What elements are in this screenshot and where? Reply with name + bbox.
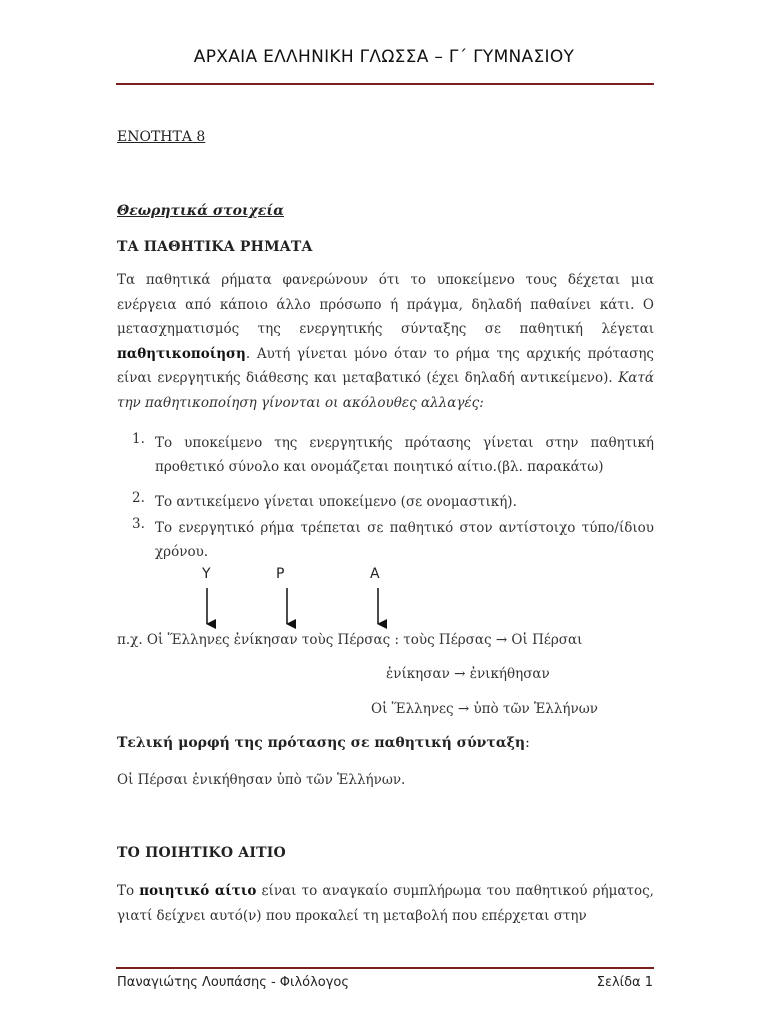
list-item-text: Το ενεργητικό ρήμα τρέπεται σε παθητικό στον αντίστοιχο τύπο/ίδιου χρόνου. — [155, 520, 654, 560]
list-item-text: Το υποκείμενο της ενεργητικής πρότασης γίνεται στην παθητική προθετικό σύνολο και ονομάζεται ποιητικό αίτιο.(βλ. παρακάτω) — [155, 435, 654, 475]
verb-label: Ρ — [276, 566, 285, 582]
list-item-number: 1. — [132, 431, 145, 447]
paragraph-text: . Αυτή γίνεται μόνο όταν το ρήμα της αρχικής πρότασης είναι ενεργητικής διάθεσης και μεταβατικό (έχει δηλαδή αντικείμενο). — [117, 345, 654, 386]
document-header-title: ΑΡΧΑΙΑ ΕΛΛΗΝΙΚΗ ΓΛΩΣΣΑ – Γ΄ ΓΥΜΝΑΣΙΟΥ — [193, 47, 575, 67]
term-passivization: παθητικοποίηση — [117, 345, 246, 362]
example-line-2: ἐνίκησαν → ἐνικήθησαν — [386, 666, 550, 682]
section-heading-passive-verbs: ΤΑ ΠΑΘΗΤΙΚΑ ΡΗΜΑΤΑ — [117, 239, 313, 255]
theory-label: Θεωρητικά στοιχεία — [117, 203, 284, 219]
footer-page-number: Σελίδα 1 — [596, 975, 653, 990]
example-line-3: Οἱ Ἕλληνες → ὑπὸ τῶν Ἑλλήνων — [371, 701, 598, 717]
footer-divider — [116, 967, 654, 969]
list-item-number: 3. — [132, 516, 145, 532]
unit-title: ΕΝΟΤΗΤΑ 8 — [117, 129, 206, 145]
final-form-colon: : — [525, 735, 530, 751]
subject-label: Υ — [202, 566, 211, 582]
section-heading-agent: ΤΟ ΠΟΙΗΤΙΚΟ ΑΙΤΙΟ — [117, 845, 286, 861]
paragraph-text: είναι το αναγκαίο συμπλήρωμα του παθητικού ρήματος, γιατί δείχνει αυτό(ν) που προκαλεί τη μεταβολή που επέρχεται στην — [117, 883, 654, 924]
example-line-1: π.χ. Οἱ Ἕλληνες ἐνίκησαν τοὺς Πέρσας : τοὺς Πέρσας → Οἱ Πέρσαι — [117, 632, 583, 648]
list-item-number: 2. — [132, 490, 145, 506]
footer-author: Παναγιώτης Λουπάσης - Φιλόλογος — [117, 975, 350, 990]
final-form-sentence: Οἱ Πέρσαι ἐνικήθησαν ὑπὸ τῶν Ἑλλήνων. — [117, 772, 406, 788]
list-item-text: Το αντικείμενο γίνεται υποκείμενο (σε ονομαστική). — [155, 494, 517, 510]
final-form-heading — [117, 735, 530, 751]
object-label: Α — [370, 566, 380, 582]
term-poietic-cause: ποιητικό αίτιο — [139, 883, 257, 899]
paragraph-text: Το — [117, 883, 140, 899]
final-form-label: Τελική μορφή της πρότασης σε παθητική σύνταξη — [117, 735, 526, 751]
paragraph-agent — [117, 879, 654, 928]
paragraph-text: Τα παθητικά ρήματα φανερώνουν ότι το υποκείμενο τους δέχεται μια ενέργεια από κάποιο άλλο πρόσωπο ή πράγμα, δηλαδή παθαίνει κάτι. Ο μετασχηματισμός της ενεργητικής σύνταξης σε παθητική λέγεται — [117, 272, 654, 337]
paragraph-italic-text: Κατά την παθητικοποίηση γίνονται οι ακόλουθες αλλαγές: — [117, 370, 654, 411]
